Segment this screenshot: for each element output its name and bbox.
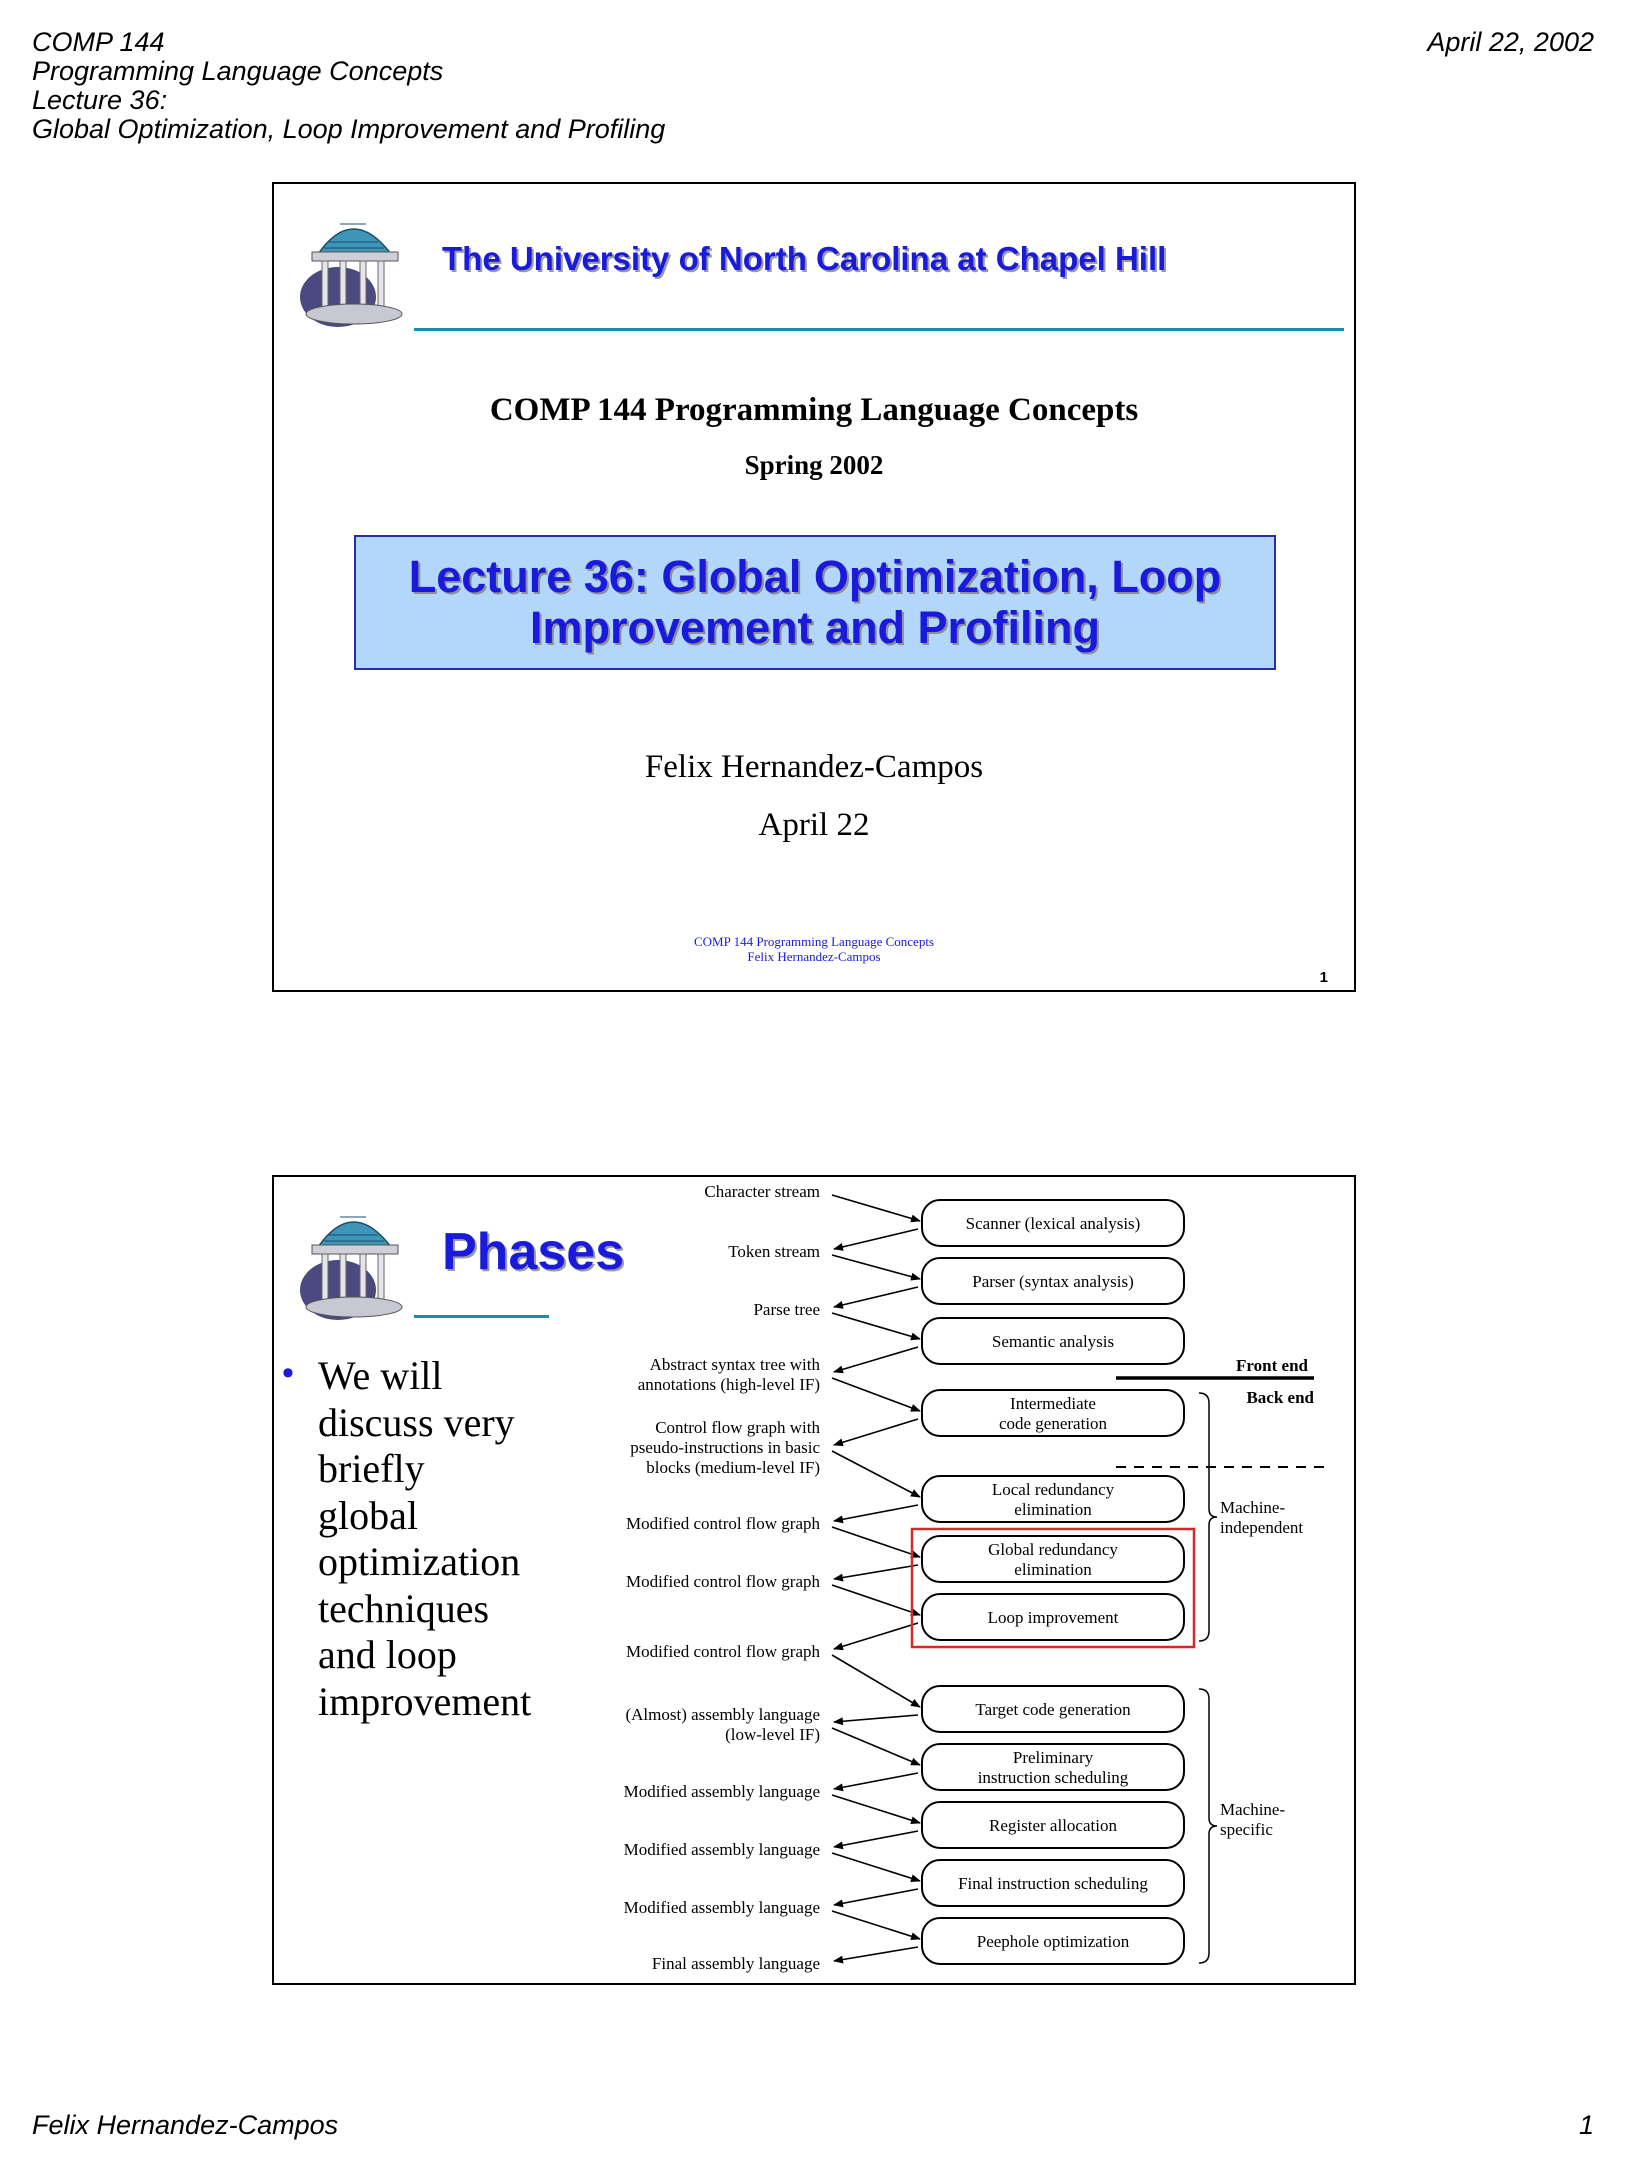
university-name: The University of North Carolina at Chapel Hill <box>442 240 1167 277</box>
flow-arrow-in-5 <box>832 1527 920 1557</box>
phase-label-9: Register allocation <box>989 1816 1117 1835</box>
lecture-title-line-2: Improvement and Profiling <box>529 602 1101 653</box>
machine-independent-brace <box>1199 1393 1217 1641</box>
lecture-title <box>356 551 1274 653</box>
flow-arrow-in-3 <box>832 1378 920 1411</box>
bullet-line: optimization <box>318 1539 521 1584</box>
machine-independent-label: Machine-independent <box>1220 1498 1304 1537</box>
data-label-0: Character stream <box>704 1182 820 1201</box>
phase-label-2: Semantic analysis <box>991 1332 1115 1351</box>
header-lecture: Lecture 36: <box>32 85 168 115</box>
flow-arrow-out-6 <box>834 1623 918 1649</box>
header-date: April 22, 2002 <box>1427 27 1594 57</box>
machine-specific-label: Machine-specific <box>1220 1800 1286 1839</box>
phase-label-8: Preliminary instruction scheduling <box>977 1748 1129 1787</box>
flow-arrow-out-4 <box>834 1505 918 1521</box>
page-header-left <box>32 28 665 144</box>
data-label-11: Modified assembly language <box>623 1898 820 1917</box>
slide-number: 1 <box>1319 969 1328 986</box>
bullet-line: improvement <box>318 1678 532 1724</box>
data-label-7: Modified control flow graph <box>625 1642 820 1661</box>
slide-1 <box>272 182 1356 992</box>
flow-arrow-in-11 <box>832 1911 920 1939</box>
author: Felix Hernandez-Campos <box>644 749 984 785</box>
semester: Spring 2002 <box>744 450 884 480</box>
data-label-3: Abstract syntax tree with annotations (high-level IF) <box>637 1355 820 1394</box>
back-end-label: Back end <box>1246 1388 1314 1407</box>
phase-label-5: Global redundancy elimination <box>988 1540 1118 1579</box>
flow-arrow-out-2 <box>834 1347 918 1372</box>
flow-arrow-in-9 <box>832 1795 920 1823</box>
data-label-5: Modified control flow graph <box>625 1514 820 1533</box>
data-label-12: Final assembly language <box>651 1954 820 1973</box>
phase-label-6: Loop improvement <box>987 1608 1119 1627</box>
flow-arrow-in-6 <box>832 1585 920 1615</box>
header-topic: Global Optimization, Loop Improvement and Profiling <box>32 114 666 144</box>
flow-arrow-in-1 <box>832 1255 920 1279</box>
phase-label-0: Scanner (lexical analysis) <box>965 1214 1141 1233</box>
bullet-line: briefly <box>318 1446 425 1491</box>
flow-arrow-out-10 <box>834 1889 918 1905</box>
lecture-title-line-1: Lecture 36: Global Optimization, Loop <box>408 551 1222 602</box>
data-label-6: Modified control flow graph <box>625 1572 820 1591</box>
flow-arrow-in-2 <box>832 1313 920 1339</box>
data-label-8: (Almost) assembly language (low-level IF) <box>625 1705 820 1744</box>
compiler-phases-diagram <box>274 1177 1354 1983</box>
header-course-name: Programming Language Concepts <box>32 56 444 86</box>
header-course: COMP 144 <box>32 27 165 57</box>
flow-arrow-in-4 <box>832 1451 920 1497</box>
bullet-line: techniques <box>318 1585 490 1631</box>
footer-author: Felix Hernandez-Campos <box>32 2110 339 2140</box>
machine-specific-brace <box>1199 1689 1217 1963</box>
phase-label-10: Final instruction scheduling <box>958 1874 1148 1893</box>
flow-arrow-out-8 <box>834 1773 918 1789</box>
lecture-title-box <box>354 535 1276 670</box>
flow-arrow-out-0 <box>834 1229 918 1249</box>
slide-title: Phases <box>442 1223 625 1281</box>
flow-arrow-in-10 <box>832 1853 920 1881</box>
data-label-1: Token stream <box>728 1242 820 1261</box>
phase-label-1: Parser (syntax analysis) <box>972 1272 1134 1291</box>
data-label-10: Modified assembly language <box>623 1840 820 1859</box>
flow-arrow-out-5 <box>834 1565 918 1579</box>
bullet-line: discuss very <box>318 1399 515 1445</box>
phase-label-3: Intermediate code generation <box>998 1394 1108 1433</box>
bullet-line: and loop <box>318 1632 457 1677</box>
data-label-9: Modified assembly language <box>623 1782 820 1801</box>
lecture-date: April 22 <box>758 807 870 843</box>
bullet-icon: • <box>282 1354 294 1392</box>
phase-label-7: Target code generation <box>975 1700 1131 1719</box>
phase-label-11: Peephole optimization <box>976 1932 1130 1951</box>
title-underline <box>414 328 1344 331</box>
flow-arrow-in-0 <box>832 1195 920 1221</box>
flow-arrow-out-9 <box>834 1831 918 1847</box>
flow-arrow-in-8 <box>832 1728 920 1765</box>
footer-page-number: 1 <box>1578 2110 1594 2140</box>
course-title: COMP 144 Programming Language Concepts <box>489 392 1139 428</box>
flow-arrow-out-3 <box>834 1419 918 1445</box>
bullet-line: We will <box>318 1353 443 1398</box>
front-end-label: Front end <box>1236 1356 1308 1375</box>
data-label-2: Parse tree <box>753 1300 820 1319</box>
flow-arrow-out-11 <box>834 1947 918 1961</box>
slide-footer-course: COMP 144 Programming Language Concepts <box>694 934 934 949</box>
slide-2 <box>272 1175 1356 1985</box>
flow-arrow-out-7 <box>834 1715 918 1722</box>
flow-arrow-in-7 <box>832 1655 920 1707</box>
old-well-logo-icon <box>296 202 411 332</box>
phase-label-4: Local redundancy elimination <box>991 1480 1115 1519</box>
flow-arrow-out-1 <box>834 1287 918 1307</box>
slide-footer-author: Felix Hernandez-Campos <box>747 949 881 964</box>
data-label-4: Control flow graph with pseudo-instructions in basic blocks (medium-level IF) <box>630 1418 820 1477</box>
bullet-line: global <box>318 1492 418 1538</box>
